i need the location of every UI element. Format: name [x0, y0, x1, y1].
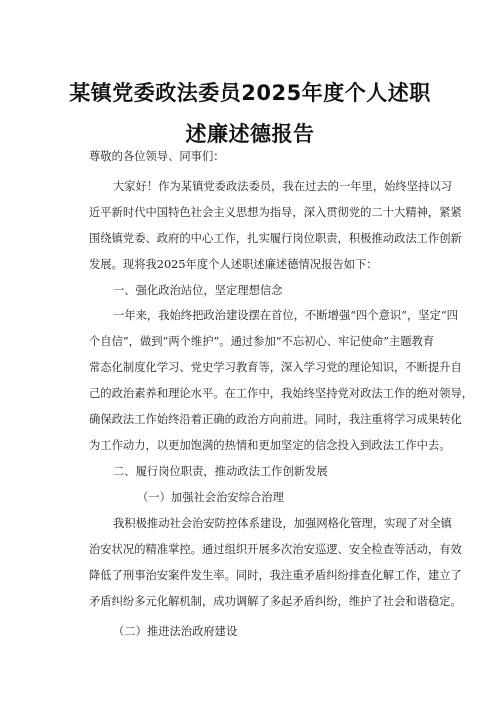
section-body-line: 我积极推动社会治安防控体系建设，加强网格化管理，实现了对全镇 [113, 517, 452, 530]
section-heading: 二、履行岗位职责，推动政法工作创新发展 [113, 465, 328, 478]
document-title-line-1: 某镇党委政法委员2025年度个人述职 [69, 81, 431, 105]
section-heading: 一、强化政治站位，坚定理想信念 [113, 284, 283, 297]
section-body-line: 己的政治素养和理论水平。在工作中，我始终坚持党对政法工作的绝对领导， [89, 387, 474, 400]
document-title-line-2: 述廉述德报告 [185, 122, 315, 146]
subsection-heading: （二）推进法治政府建设 [113, 625, 238, 638]
section-body-line: 个自信”，做到“两个维护”。通过参加“不忘初心、牢记使命”主题教育 [89, 335, 435, 348]
intro-line: 围绕镇党委、政府的中心工作，扎实履行岗位职责，积极推动政法工作创新 [89, 232, 462, 245]
section-body-line: 确保政法工作始终沿着正确的政治方向前进。同时，我注重将学习成果转化 [89, 413, 462, 426]
section-body-line: 降低了刑事治安案件发生率。同时，我注重矛盾纠纷排查化解工作，建立了 [89, 569, 462, 582]
section-body-line: 为工作动力，以更加饱满的热情和更加坚定的信念投入到政法工作中去。 [89, 439, 451, 452]
salutation: 尊敬的各位领导、同事们： [89, 150, 225, 163]
intro-line: 大家好！作为某镇党委政法委员，我在过去的一年里，始终坚持以习 [113, 180, 452, 193]
intro-line: 近平新时代中国特色社会主义思想为指导，深入贯彻党的二十大精神，紧紧 [89, 206, 462, 219]
section-body-line: 常态化制度化学习、党史学习教育等，深入学习党的理论知识，不断提升自 [89, 361, 462, 374]
section-body-line: 治安状况的精准掌控。通过组织开展多次治安巡逻、安全检查等活动，有效 [89, 543, 462, 556]
section-body-line: 一年来，我始终把政治建设摆在首位，不断增强“四个意识”，坚定“四 [113, 309, 458, 322]
intro-line: 发展。现将我2025年度个人述职述廉述德情况报告如下： [89, 258, 378, 271]
subsection-heading: （一）加强社会治安综合治理 [137, 491, 284, 504]
section-body-line: 矛盾纠纷多元化解机制，成功调解了多起矛盾纠纷，维护了社会和谐稳定。 [89, 595, 462, 608]
